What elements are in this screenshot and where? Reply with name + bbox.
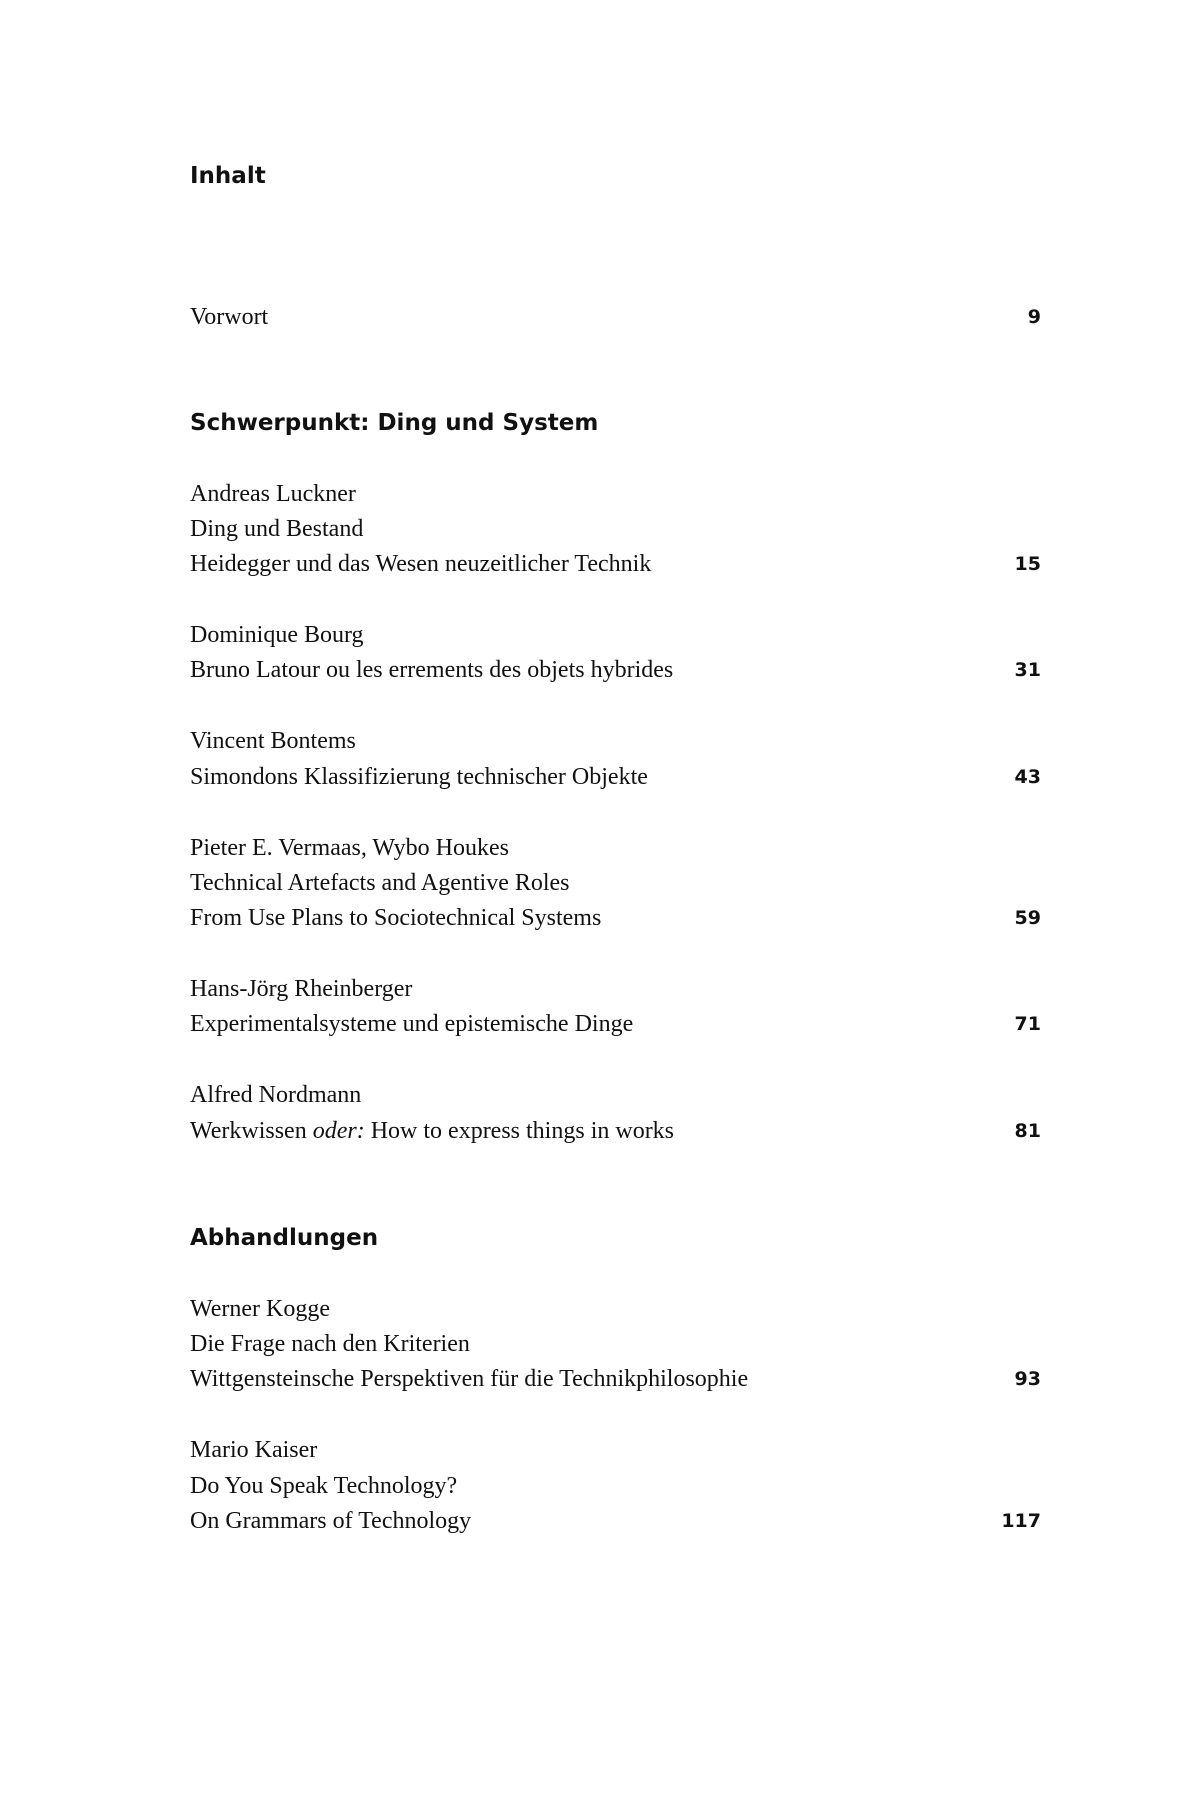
toc-entry-author: Werner Kogge (190, 1296, 331, 1322)
toc-entry-subtitle: Heidegger und das Wesen neuzeitlicher Technik (190, 551, 652, 577)
toc-entry-author: Andreas Luckner (190, 481, 356, 507)
toc-entry-author: Pieter E. Vermaas, Wybo Houkes (190, 835, 509, 861)
toc-entry-page: 31 (1014, 659, 1041, 681)
toc-entry-page: 43 (1014, 766, 1041, 788)
toc-entry-title-part: Werkwissen (190, 1118, 313, 1144)
toc-entry-page: 15 (1014, 553, 1041, 575)
section-heading-abhandlungen: Abhandlungen (190, 1225, 379, 1251)
toc-entry-author: Mario Kaiser (190, 1437, 318, 1463)
toc-entry-page: 81 (1014, 1120, 1041, 1142)
toc-entry-title: Experimentalsysteme und epistemische Dinge (190, 1011, 634, 1037)
toc-entry-page: 71 (1014, 1013, 1041, 1035)
toc-entry-vorwort-title: Vorwort (190, 304, 269, 330)
toc-entry-title-part: How to express things in works (364, 1118, 675, 1144)
toc-entry-page: 93 (1014, 1368, 1041, 1390)
toc-entry-title: Bruno Latour ou les errements des objets hybrides (190, 657, 674, 683)
toc-entry-subtitle: On Grammars of Technology (190, 1508, 472, 1534)
section-heading-schwerpunkt: Schwerpunkt: Ding und System (190, 410, 599, 436)
toc-entry-title-italic: oder: (312, 1118, 365, 1144)
page-title: Inhalt (190, 163, 266, 189)
toc-entry-subtitle: From Use Plans to Sociotechnical Systems (190, 905, 602, 931)
toc-entry-author: Vincent Bontems (190, 728, 356, 754)
toc-entry-title: Ding und Bestand (190, 516, 364, 542)
toc-entry-title (190, 1116, 674, 1146)
toc-entry-title: Technical Artefacts and Agentive Roles (190, 870, 570, 896)
toc-entry-author: Alfred Nordmann (190, 1082, 362, 1108)
toc-entry-title: Do You Speak Technology? (190, 1473, 458, 1499)
toc-entry-vorwort-page: 9 (1027, 306, 1041, 328)
toc-entry-page: 117 (1001, 1510, 1041, 1532)
toc-entry-title: Die Frage nach den Kriterien (190, 1331, 470, 1357)
toc-entry-subtitle: Wittgensteinsche Perspektiven für die Technikphilosophie (190, 1366, 749, 1392)
toc-entry-title: Simondons Klassifizierung technischer Objekte (190, 764, 648, 790)
toc-entry-author: Hans-Jörg Rheinberger (190, 976, 413, 1002)
toc-entry-page: 59 (1014, 907, 1041, 929)
toc-entry-author: Dominique Bourg (190, 622, 364, 648)
